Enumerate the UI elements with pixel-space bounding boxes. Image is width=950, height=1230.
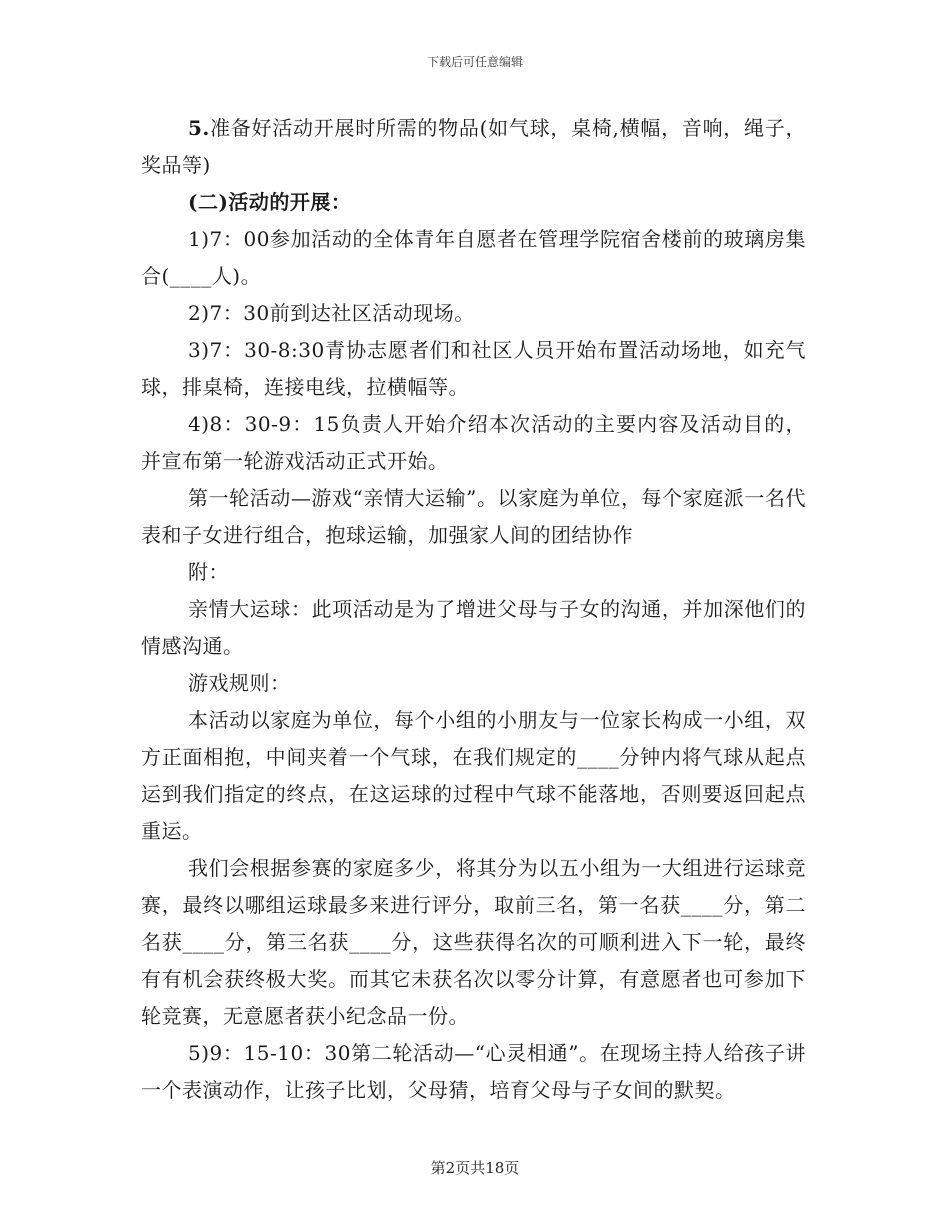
paragraph-step-5: 5)9：15-10：30第二轮活动—“心灵相通”。在现场主持人给孩子讲一个表演动作，让孩子比划，父母猜，培育父母与子女间的默契。 bbox=[141, 1041, 806, 1102]
paragraph-step-1: 1)7：00参加活动的全体青年自愿者在管理学院宿舍楼前的玻璃房集合(____人)。 bbox=[141, 227, 806, 288]
paragraph-game-description: 亲情大运球：此项活动是为了增进父母与子女的沟通，并加深他们的情感沟通。 bbox=[141, 597, 806, 658]
paragraph-step-4: 4)8：30-9：15负责人开始介绍本次活动的主要内容及活动目的，并宣布第一轮游戏活动正式开始。 bbox=[141, 412, 806, 473]
paragraph-scoring: 我们会根据参赛的家庭多少，将其分为以五小组为一大组进行运球竞赛，最终以哪组运球最多来进行评分，取前三名，第一名获____分，第二名获____分，第三名获____分，这些获得名次的可顺利进入下一轮，最终有有机会获终极大奖。而其它未获名次以零分计算，有意愿者也可参加下轮竞赛，无意愿者获小纪念品一份。 bbox=[141, 856, 806, 1028]
paragraph-round-1: 第一轮活动—游戏“亲情大运输”。以家庭为单位，每个家庭派一名代表和子女进行组合，抱球运输，加强家人间的团结协作 bbox=[141, 486, 806, 547]
paragraph-rules: 本活动以家庭为单位，每个小组的小朋友与一位家长构成一小组，双方正面相抱，中间夹着一个气球，在我们规定的____分钟内将气球从起点运到我们指定的终点，在这运球的过程中气球不能落地，否则要返回起点重运。 bbox=[141, 708, 806, 843]
document-body bbox=[141, 110, 806, 1109]
paragraph-step-3: 3)7：30-8:30青协志愿者们和社区人员开始布置活动场地，如充气球，排桌椅，连接电线，拉横幅等。 bbox=[141, 338, 806, 399]
item-number: 5. bbox=[188, 116, 210, 140]
page-header: 下载后可任意编辑 bbox=[426, 55, 523, 69]
paragraph-text: 准备好活动开展时所需的物品(如气球，桌椅,横幅，音响，绳子，奖品等) bbox=[141, 116, 806, 177]
paragraph-rules-label: 游戏规则： bbox=[188, 671, 291, 695]
section-heading: (二)活动的开展： bbox=[188, 190, 352, 214]
paragraph-materials bbox=[141, 110, 806, 184]
page-footer: 第2页共18页 bbox=[430, 1159, 520, 1177]
paragraph-appendix-label: 附： bbox=[188, 560, 229, 584]
paragraph-step-2: 2)7：30前到达社区活动现场。 bbox=[188, 301, 475, 325]
